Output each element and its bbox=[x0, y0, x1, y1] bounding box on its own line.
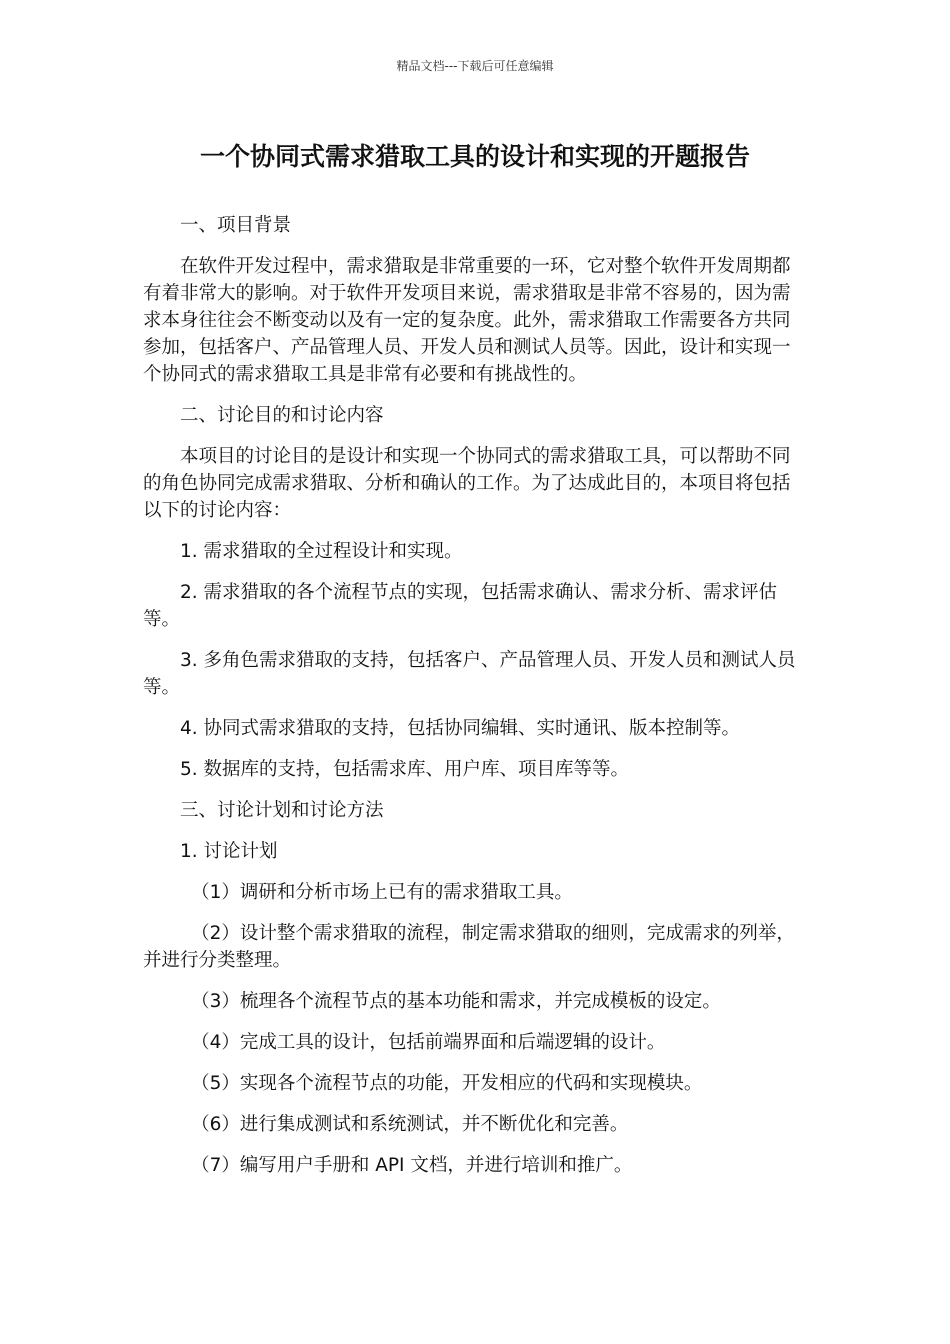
page-header: 精品文档---下载后可任意编辑 bbox=[396, 59, 554, 73]
document-body bbox=[143, 212, 808, 1193]
section-heading-purpose: 二、讨论目的和讨论内容 bbox=[180, 405, 384, 426]
section-heading-plan: 三、讨论计划和讨论方法 bbox=[180, 800, 384, 821]
plan-item: （2）设计整个需求猎取的流程，制定需求猎取的细则，完成需求的列举，并进行分类整理。 bbox=[143, 923, 795, 971]
plan-item: （7）编写用户手册和 API 文档，并进行培训和推广。 bbox=[191, 1155, 633, 1176]
plan-item: （4）完成工具的设计，包括前端界面和后端逻辑的设计。 bbox=[191, 1032, 666, 1053]
content-item: 3. 多角色需求猎取的支持，包括客户、产品管理人员、开发人员和测试人员等。 bbox=[143, 650, 796, 698]
plan-item: （6）进行集成测试和系统测试，并不断优化和完善。 bbox=[191, 1114, 629, 1135]
content-item: 4. 协同式需求猎取的支持，包括协同编辑、实时通讯、版本控制等。 bbox=[180, 718, 741, 739]
background-paragraph: 在软件开发过程中，需求猎取是非常重要的一环，它对整个软件开发周期都有着非常大的影响。对于软件开发项目来说，需求猎取是非常不容易的，因为需求本身往往会不断变动以及有一定的复杂度。此外，需求猎取工作需要各方共同参加，包括客户、产品管理人员、开发人员和测试人员等。因此，设计和实现一个协同式的需求猎取工具是非常有必要和有挑战性的。 bbox=[143, 256, 791, 385]
document-title: 一个协同式需求猎取工具的设计和实现的开题报告 bbox=[199, 142, 750, 171]
plan-item: （5）实现各个流程节点的功能，开发相应的代码和实现模块。 bbox=[191, 1073, 703, 1094]
content-item: 1. 需求猎取的全过程设计和实现。 bbox=[180, 541, 463, 562]
content-item: 5. 数据库的支持，包括需求库、用户库、项目库等等。 bbox=[180, 759, 630, 780]
purpose-paragraph: 本项目的讨论目的是设计和实现一个协同式的需求猎取工具，可以帮助不同的角色协同完成需求猎取、分析和确认的工作。为了达成此目的，本项目将包括以下的讨论内容： bbox=[143, 446, 791, 521]
subsection-heading-plan: 1. 讨论计划 bbox=[180, 841, 278, 862]
section-heading-background: 一、项目背景 bbox=[180, 215, 292, 236]
plan-item: （1）调研和分析市场上已有的需求猎取工具。 bbox=[191, 882, 573, 903]
plan-item: （3）梳理各个流程节点的基本功能和需求，并完成模板的设定。 bbox=[191, 991, 721, 1012]
content-item: 2. 需求猎取的各个流程节点的实现，包括需求确认、需求分析、需求评估等。 bbox=[143, 582, 778, 630]
